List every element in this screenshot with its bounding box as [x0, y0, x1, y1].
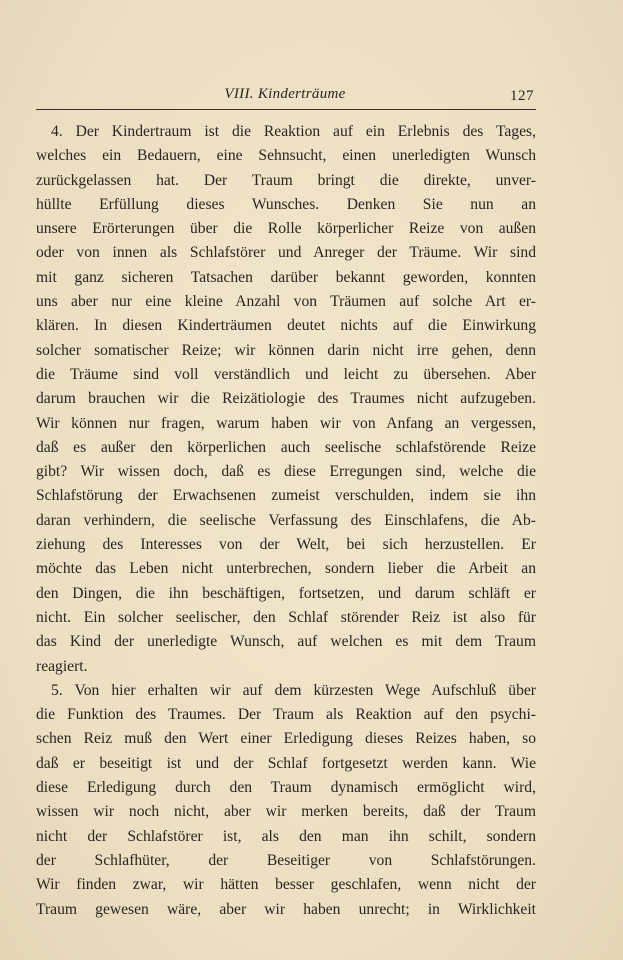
text-line: der Schlafhüter, der Beseitiger von Schlafstörungen. — [36, 851, 536, 869]
text-line: oder von innen als Schlafstörer und Anreger der Träume. Wir sind — [36, 244, 536, 262]
text-line: nicht der Schlafstörer ist, als den man ihn schilt, sondern — [36, 827, 536, 845]
text-line: reagiert. — [36, 657, 88, 675]
text-line: Traum gewesen wäre, aber wir haben unrecht; in Wirklichkeit — [36, 900, 536, 918]
text-line: mit ganz sicheren Tatsachen darüber bekannt geworden, konnten — [36, 268, 536, 286]
text-line: ziehung des Interesses von der Welt, bei sich herzustellen. Er — [36, 536, 536, 554]
text-line: Wir finden zwar, wir hätten besser geschlafen, wenn nicht der — [36, 876, 536, 894]
text-line: die Träume sind voll verständlich und leicht zu übersehen. Aber — [36, 365, 536, 383]
text-line: unsere Erörterungen über die Rolle körperlicher Reize von außen — [36, 220, 536, 238]
text-line: uns aber nur eine kleine Anzahl von Träumen auf solche Art er- — [36, 293, 536, 311]
text-line: darum brauchen wir die Reizätiologie des Traumes nicht aufzugeben. — [36, 390, 536, 408]
text-line: klären. In diesen Kinderträumen deutet nichts auf die Einwirkung — [36, 317, 536, 335]
text-line: daß er beseitigt ist und der Schlaf fortgesetzt werden kann. Wie — [36, 754, 536, 772]
text-line: wissen wir noch nicht, aber wir merken bereits, daß der Traum — [36, 803, 536, 821]
text-line: zurückgelassen hat. Der Traum bringt die direkte, unver- — [36, 171, 536, 189]
text-line: schen Reiz muß den Wert einer Erledigung dieses Reizes haben, so — [36, 730, 536, 748]
page-number: 127 — [510, 88, 534, 104]
text-line: diese Erledigung durch den Traum dynamisch ermöglicht wird, — [36, 779, 536, 797]
text-line: 4. Der Kindertraum ist die Reaktion auf ein Erlebnis des Tages, — [51, 123, 536, 140]
text-line: daran verhindern, die seelische Verfassung des Einschlafens, die Ab- — [36, 511, 536, 529]
text-line: hüllte Erfüllung dieses Wunsches. Denken Sie nun an — [36, 195, 536, 213]
running-head — [36, 86, 534, 106]
body-text — [36, 120, 536, 922]
text-line: solcher somatischer Reize; wir können darin nicht irre gehen, denn — [36, 341, 536, 359]
text-line: Schlafstörung der Erwachsenen zumeist verschulden, indem sie ihn — [36, 487, 536, 505]
text-line: möchte das Leben nicht unterbrechen, sondern lieber die Arbeit an — [36, 560, 536, 578]
text-line: den Dingen, die ihn beschäftigen, fortsetzen, und darum schläft er — [36, 584, 536, 602]
text-line: daß es außer den körperlichen auch seelische schlafstörende Reize — [36, 438, 536, 456]
text-line: die Funktion des Traumes. Der Traum als Reaktion auf den psychi- — [36, 706, 536, 724]
text-line: nicht. Ein solcher seelischer, den Schlaf störender Reiz ist also für — [36, 608, 536, 626]
text-line: 5. Von hier erhalten wir auf dem kürzesten Wege Aufschluß über — [51, 681, 536, 699]
text-line: gibt? Wir wissen doch, daß es diese Erregungen sind, welche die — [36, 463, 536, 481]
text-line: das Kind der unerledigte Wunsch, auf welchen es mit dem Traum — [36, 633, 536, 651]
text-line: Wir können nur fragen, warum haben wir von Anfang an vergessen, — [36, 414, 536, 432]
text-line: welches ein Bedauern, eine Sehnsucht, einen unerledigten Wunsch — [36, 147, 536, 165]
running-title: VIII. Kinderträume — [224, 86, 346, 102]
header-rule — [36, 109, 536, 110]
